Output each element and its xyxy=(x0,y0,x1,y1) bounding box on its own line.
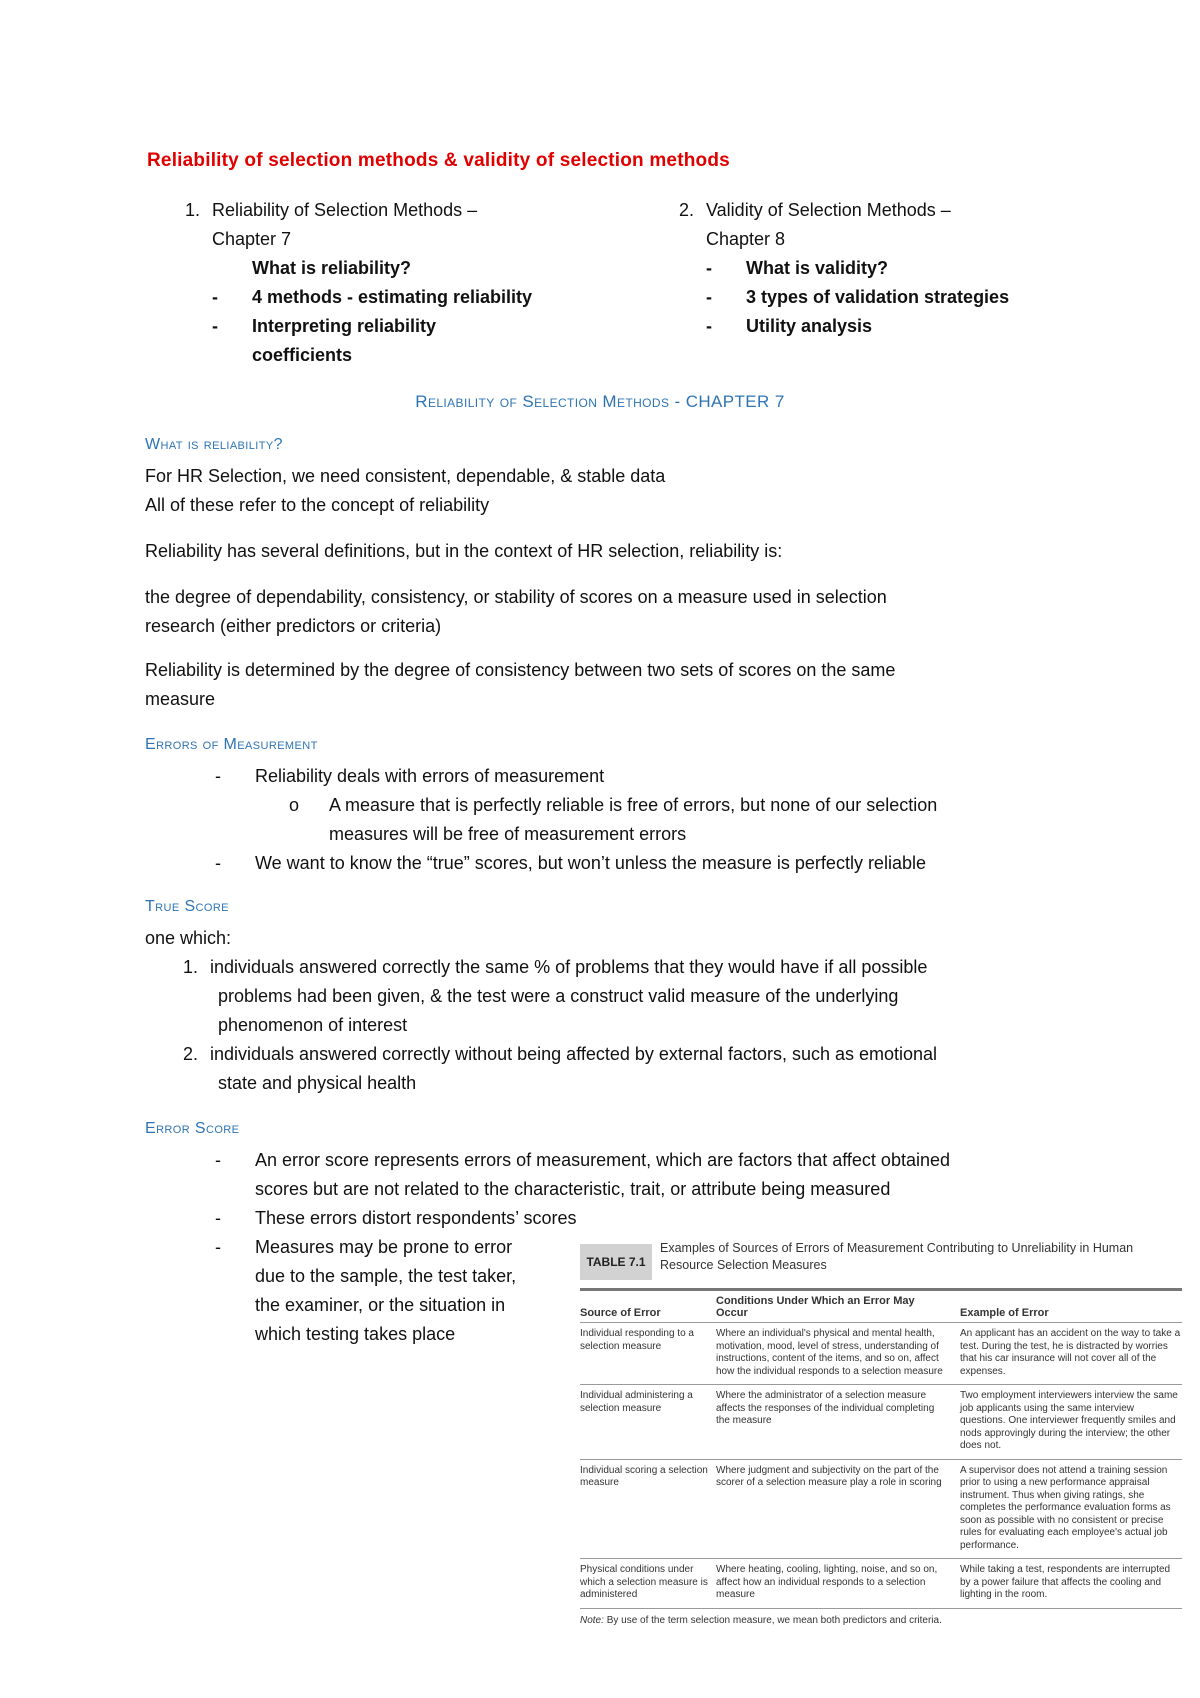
error-score-bullet: - Measures may be prone to error xyxy=(215,1237,513,1257)
errors-list xyxy=(215,762,937,878)
chapter-heading: Reliability of Selection Methods - CHAPTER 7 xyxy=(415,392,785,411)
column-header-conditions: Conditions Under Which an Error May Occur xyxy=(716,1295,915,1319)
table-row: Individual responding to a selection measure Where an individual's physical and mental health, motivation, mood, level of stress, understanding of instructions, content of the items, and so on, affect how the individual responds to a selection measure An applicant has an accident on the way to take a test. During the test, he is distracted by worries that his car insurance will not cover all of the expenses. xyxy=(580,1328,1181,1377)
overview-right xyxy=(654,196,1009,341)
table-column-headers xyxy=(580,1291,1182,1322)
true-score-item-1: 1. individuals answered correctly the same % of problems that they would have if all possible xyxy=(182,957,928,977)
consistency-paragraph: Reliability is determined by the degree of consistency between two sets of scores on the same measure xyxy=(145,660,896,709)
overview-left-heading: Reliability of Selection Methods – xyxy=(212,200,478,220)
overview-right-number: 2. xyxy=(678,200,694,220)
table-row: Individual scoring a selection measure Where judgment and subjectivity on the part of the scorer of a selection measure play a role in scoring A supervisor does not attend a training session prior to using a new performance appraisal instrument. Thus when giving ratings, she completes the performance evaluation forms as soon as possible with no consistent or precise rules for evaluating each employee's actual job performance. xyxy=(580,1464,1171,1551)
error-score-bullet: - An error score represents errors of measurement, which are factors that affect obtained xyxy=(215,1150,950,1170)
true-score-item-2: 2. individuals answered correctly without being affected by external factors, such as emotional xyxy=(182,1044,938,1064)
definition: the degree of dependability, consistency, or stability of scores on a measure used in selection research (either predictors or criteria) xyxy=(145,587,887,636)
overview-right-item: - Utility analysis xyxy=(706,316,873,336)
error-score-bullet: - These errors distort respondents’ scores xyxy=(215,1208,577,1228)
errors-sub-bullet-cont: measures will be free of measurement errors xyxy=(329,824,687,844)
true-score-list: 1. individuals answered correctly the same % of problems that they would have if all possible problems had been given, & the test were a construct valid measure of the underlying phenomenon of interest 2. individuals answered correctly without being affected by external factors, such as emotional state and physical health xyxy=(166,953,937,1098)
section-heading-what-is-reliability: What is reliability? xyxy=(145,436,283,453)
overview-left xyxy=(160,196,532,370)
overview-left-item: - Interpreting reliability xyxy=(212,316,437,336)
table-row: Physical conditions under which a selection measure is administered Where heating, cooling, lighting, noise, and so on, affect how an individual responds to a selection measure While taking a test, respondents are interrupted by a power failure that affects the cooling and lighting in the room. xyxy=(580,1564,1171,1600)
errors-sub-bullet: o A measure that is perfectly reliable is free of errors, but none of our selection xyxy=(289,795,938,815)
what-is-line: For HR Selection, we need consistent, dependable, & stable data xyxy=(145,466,666,486)
what-is-text xyxy=(145,462,665,520)
table-header xyxy=(580,1238,1182,1288)
overview-right-item: - 3 types of validation strategies xyxy=(706,287,1010,307)
table-note: Note: By use of the term selection measure, we mean both predictors and criteria. xyxy=(580,1614,942,1626)
what-is-line: All of these refer to the concept of reliability xyxy=(145,495,490,515)
table-row: Individual administering a selection measure Where the administrator of a selection measure affects the responses of the individual completing the measure Two employment interviewers interview the same job applicants using the same interview questions. One interviewer frequently smiles and nods approvingly during the interview; the other does not. xyxy=(580,1390,1178,1451)
column-header-example: Example of Error xyxy=(960,1307,1049,1319)
error-score-list: - An error score represents errors of measurement, which are factors that affect obtained scores but are not related to the characteristic, trait, or attribute being measured - These errors distort respondents’ scores - Measures may be prone to error due to the sample, the test taker, the examiner, or the situation in which testing takes place xyxy=(215,1146,950,1349)
errors-bullet: - Reliability deals with errors of measurement xyxy=(215,766,605,786)
overview-right-item: - What is validity? xyxy=(706,258,889,278)
section-heading-error-score: Error Score xyxy=(145,1120,240,1137)
overview-left-item: What is reliability? xyxy=(252,258,412,278)
table-label: TABLE 7.1 xyxy=(580,1244,652,1280)
page-title: Reliability of selection methods & validity of selection methods xyxy=(147,150,730,171)
table-title: Examples of Sources of Errors of Measurement Contributing to Unreliability in Human Resource Selection Measures xyxy=(660,1241,1134,1272)
errors-bullet: - We want to know the “true” scores, but won’t unless the measure is perfectly reliable xyxy=(215,853,926,873)
section-heading-true-score: True Score xyxy=(145,898,229,915)
overview-right-heading-cont: Chapter 8 xyxy=(706,229,786,249)
column-header-source: Source of Error xyxy=(580,1307,661,1319)
overview-left-item: - 4 methods - estimating reliability xyxy=(212,287,533,307)
section-heading-errors: Errors of Measurement xyxy=(145,736,318,753)
overview-left-item-cont: coefficients xyxy=(252,345,353,365)
overview-right-heading: Validity of Selection Methods – xyxy=(706,200,951,220)
true-score-intro: one which: xyxy=(145,928,232,948)
table-7-1 xyxy=(580,1238,1182,1626)
overview-left-number: 1. xyxy=(184,200,200,220)
overview-left-heading-cont: Chapter 7 xyxy=(212,229,292,249)
definition-intro: Reliability has several definitions, but in the context of HR selection, reliability is: xyxy=(145,541,783,561)
